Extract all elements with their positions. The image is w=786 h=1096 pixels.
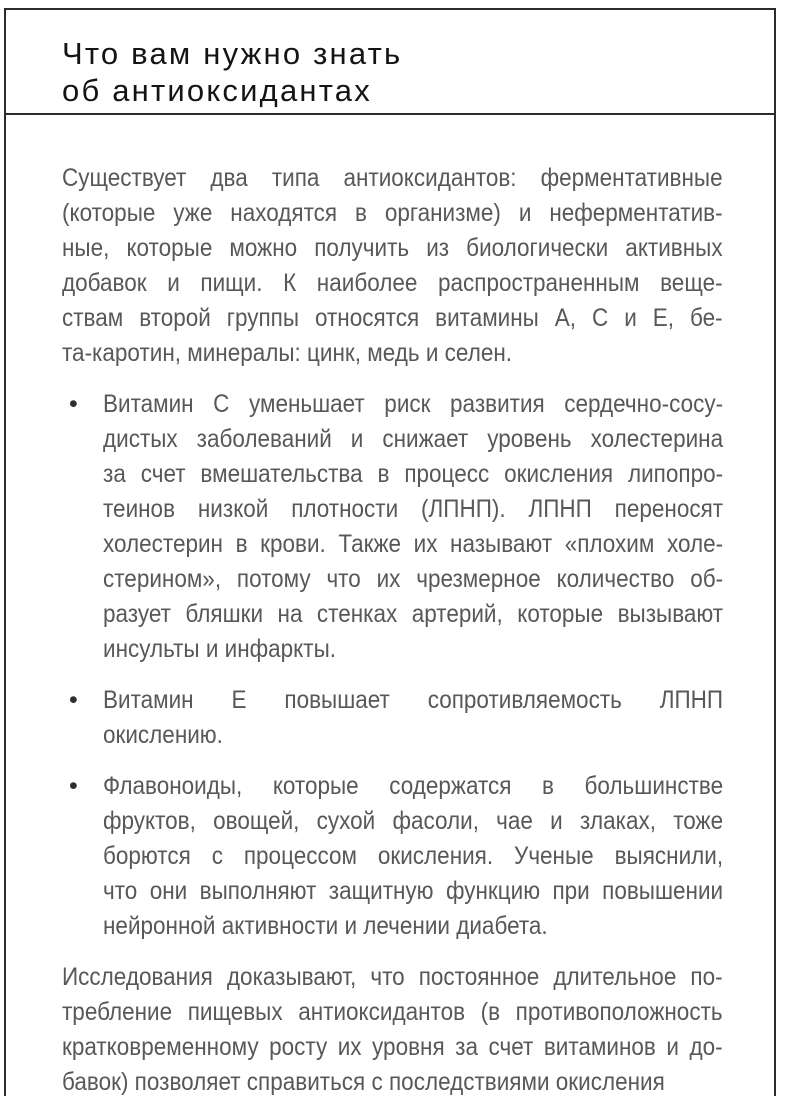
- bullet-marker: •: [69, 772, 78, 800]
- text-line: теинов низкой плотности (ЛПНП). ЛПНП переносят: [103, 495, 724, 523]
- text-line: та-каротин, минералы: цинк, медь и селен.: [62, 339, 513, 367]
- text-lines: [62, 161, 723, 371]
- text-line: Витамин С уменьшает риск развития сердечно-сосу-: [103, 390, 724, 418]
- text-lines: [103, 387, 723, 667]
- paragraph: [62, 960, 723, 1096]
- text-lines: [103, 769, 723, 944]
- text-line: за счет вмешательства в процесс окисления липопро-: [103, 460, 724, 488]
- page-title-line-1: Что вам нужно знать: [62, 36, 403, 71]
- text-line: окислению.: [103, 721, 223, 749]
- text-line: Витамин Е повышает сопротивляемость ЛПНП: [103, 686, 724, 714]
- document-content: [6, 115, 774, 1096]
- bullet-marker: •: [69, 390, 78, 418]
- page-frame: [4, 8, 776, 1096]
- text-lines: [62, 960, 723, 1096]
- text-line: холестерин в крови. Также их называют «плохим холе-: [103, 530, 724, 558]
- text-line: кратковременному росту их уровня за счет витаминов и до-: [62, 1033, 723, 1061]
- text-line: дистых заболеваний и снижает уровень холестерина: [103, 425, 724, 453]
- text-line: Флавоноиды, которые содержатся в большинстве: [103, 772, 724, 800]
- text-line: инсульты и инфаркты.: [103, 635, 337, 663]
- text-line: нейронной активности и лечении диабета.: [103, 912, 548, 940]
- page-title-line-2: об антиоксидантах: [62, 73, 372, 108]
- text-line: что они выполняют защитную функцию при повышении: [103, 877, 724, 905]
- text-line: (которые уже находятся в организме) и неферментатив-: [62, 199, 723, 227]
- text-line: бавок) позволяет справиться с последствиями окисления: [62, 1068, 665, 1096]
- text-line: борются с процессом окисления. Ученые выяснили,: [103, 842, 724, 870]
- text-line: ствам второй группы относятся витамины А, С и Е, бе-: [62, 304, 723, 332]
- text-line: разует бляшки на стенках артерий, которые вызывают: [103, 600, 724, 628]
- bullet-item: [62, 683, 724, 753]
- text-lines: [103, 683, 723, 753]
- bullet-item: [62, 387, 724, 667]
- text-line: Существует два типа антиоксидантов: ферментативные: [62, 164, 723, 192]
- paragraph: [62, 161, 723, 371]
- bullet-item: [62, 769, 724, 944]
- text-line: Исследования доказывают, что постоянное длительное по-: [62, 963, 723, 991]
- text-line: стерином», потому что их чрезмерное количество об-: [103, 565, 724, 593]
- text-line: ные, которые можно получить из биологически активных: [62, 234, 723, 262]
- text-line: добавок и пищи. К наиболее распространенным веще-: [62, 269, 723, 297]
- text-line: требление пищевых антиоксидантов (в противоположность: [62, 998, 723, 1026]
- bullet-marker: •: [69, 686, 78, 714]
- title-block: [6, 10, 774, 115]
- text-line: фруктов, овощей, сухой фасоли, чае и злаках, тоже: [103, 807, 724, 835]
